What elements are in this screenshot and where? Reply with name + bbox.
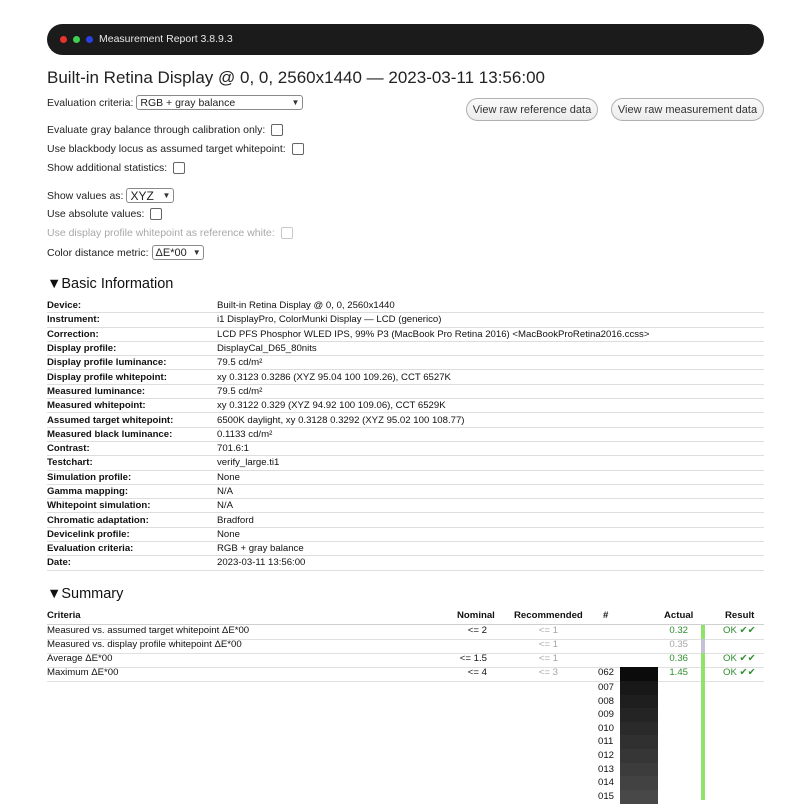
recommended-cell: <= 1 — [538, 653, 558, 664]
info-value: Built-in Retina Display @ 0, 0, 2560x1440 — [217, 299, 764, 313]
info-key: Display profile: — [47, 341, 217, 355]
info-value: i1 DisplayPro, ColorMunki Display — LCD (generico) — [217, 313, 764, 327]
additional-stats-checkbox[interactable] — [173, 162, 185, 174]
info-value: 79.5 cd/m² — [217, 384, 764, 398]
blackbody-row — [47, 143, 304, 155]
criteria-cell: Measured vs. display profile whitepoint ΔE*00 — [47, 639, 242, 650]
info-key: Measured whitepoint: — [47, 399, 217, 413]
info-value: xy 0.3122 0.329 (XYZ 94.92 100 109.06), CCT 6529K — [217, 399, 764, 413]
info-row — [47, 384, 764, 398]
info-key: Device: — [47, 299, 217, 313]
result-cell: OK ✔✔ — [723, 653, 756, 664]
info-key: Evaluation criteria: — [47, 542, 217, 556]
info-value: N/A — [217, 484, 764, 498]
blackbody-checkbox[interactable] — [292, 143, 304, 155]
chevron-down-icon: ▼ — [192, 248, 201, 257]
gray-balance-label: Evaluate gray balance through calibration only: — [47, 124, 266, 136]
info-value: DisplayCal_D65_80nits — [217, 341, 764, 355]
color-distance-select[interactable] — [152, 245, 204, 260]
additional-stats-row — [47, 162, 185, 174]
info-key: Gamma mapping: — [47, 484, 217, 498]
show-values-row — [47, 188, 174, 203]
info-value: 79.5 cd/m² — [217, 356, 764, 370]
info-key: Chromatic adaptation: — [47, 513, 217, 527]
show-values-label: Show values as: — [47, 189, 124, 202]
info-value: 6500K daylight, xy 0.3128 0.3292 (XYZ 95.02 100 108.77) — [217, 413, 764, 427]
info-row — [47, 456, 764, 470]
info-value: RGB + gray balance — [217, 542, 764, 556]
info-key: Display profile whitepoint: — [47, 370, 217, 384]
evaluation-criteria-row — [47, 95, 303, 110]
actual-cell: 0.36 — [669, 653, 688, 664]
color-patch-swatch — [620, 763, 658, 777]
recommended-header: Recommended — [514, 610, 583, 621]
info-key: Instrument: — [47, 313, 217, 327]
patch-number: 009 — [598, 709, 615, 721]
color-distance-label: Color distance metric: — [47, 246, 149, 259]
info-row — [47, 399, 764, 413]
color-distance-row — [47, 245, 204, 260]
info-row — [47, 556, 764, 570]
info-row — [47, 356, 764, 370]
absolute-values-checkbox[interactable] — [150, 208, 162, 220]
actual-cell: 1.45 — [669, 667, 688, 678]
patch-number: 007 — [598, 682, 615, 693]
patch-number: 012 — [598, 750, 615, 761]
info-value: 0.1133 cd/m² — [217, 427, 764, 441]
recommended-cell: <= 1 — [538, 639, 558, 650]
actual-header: Actual — [664, 610, 694, 621]
window-title: Measurement Report 3.8.9.3 — [99, 33, 233, 45]
info-value: Bradford — [217, 513, 764, 527]
nominal-header: Nominal — [457, 610, 495, 621]
profile-whitepoint-row — [47, 227, 293, 239]
absolute-values-label: Use absolute values: — [47, 208, 145, 220]
recommended-cell: <= 3 — [538, 667, 558, 678]
nominal-cell: <= 2 — [467, 625, 487, 636]
info-row — [47, 299, 764, 313]
info-row — [47, 542, 764, 556]
info-value: N/A — [217, 499, 764, 513]
gray-balance-row — [47, 124, 283, 136]
info-value: None — [217, 470, 764, 484]
criteria-header: Criteria — [47, 610, 81, 621]
summary-row — [47, 639, 764, 654]
report-title: Built-in Retina Display @ 0, 0, 2560x1440 — 2023-03-11 13:56:00 — [47, 68, 545, 87]
result-cell: OK ✔✔ — [723, 667, 756, 678]
info-value: None — [217, 527, 764, 541]
blackbody-label: Use blackbody locus as assumed target whitepoint: — [47, 143, 286, 155]
actual-cell: 0.35 — [669, 639, 688, 650]
evaluation-criteria-value: RGB + gray balance — [140, 96, 236, 109]
close-window-icon[interactable] — [60, 36, 67, 43]
nominal-cell: <= 4 — [467, 667, 487, 678]
info-key: Display profile luminance: — [47, 356, 217, 370]
info-value: verify_large.ti1 — [217, 456, 764, 470]
patch-number: 008 — [598, 695, 615, 707]
profile-whitepoint-checkbox[interactable] — [281, 227, 293, 239]
info-key: Correction: — [47, 327, 217, 341]
info-value: 2023-03-11 13:56:00 — [217, 556, 764, 570]
criteria-cell: Measured vs. assumed target whitepoint ΔE*00 — [47, 625, 250, 636]
result-bar-neutral — [701, 639, 705, 653]
profile-whitepoint-label: Use display profile whitepoint as reference white: — [47, 227, 275, 239]
gray-balance-checkbox[interactable] — [271, 124, 283, 136]
patch-number: 013 — [598, 763, 615, 775]
number-header: # — [603, 610, 609, 621]
info-row — [47, 484, 764, 498]
basic-information-table — [47, 299, 764, 571]
absolute-values-row — [47, 208, 162, 220]
patch-number: 014 — [598, 777, 615, 789]
color-patch-swatch — [620, 708, 658, 722]
summary-header-row — [47, 610, 764, 625]
color-patch-swatch — [620, 735, 658, 749]
color-patch-swatch — [620, 749, 658, 763]
color-patch-swatch — [620, 667, 658, 681]
color-distance-value: ΔE*00 — [155, 246, 187, 259]
evaluation-criteria-select[interactable] — [136, 95, 303, 110]
info-row — [47, 370, 764, 384]
info-row — [47, 413, 764, 427]
info-row — [47, 427, 764, 441]
show-values-value: XYZ — [130, 188, 154, 203]
result-header: Result — [725, 610, 755, 621]
summary-row — [47, 625, 764, 640]
show-values-select[interactable] — [126, 188, 174, 203]
color-patch-swatch — [620, 681, 658, 695]
color-patch-swatch — [620, 695, 658, 709]
nominal-cell: <= 1.5 — [459, 653, 487, 664]
patch-number: 011 — [598, 736, 614, 748]
window-titlebar — [47, 24, 764, 55]
chevron-down-icon: ▼ — [291, 98, 300, 107]
info-value: 701.6:1 — [217, 441, 764, 455]
info-key: Measured luminance: — [47, 384, 217, 398]
minimize-window-icon[interactable] — [73, 36, 80, 43]
view-raw-reference-button[interactable]: View raw reference data — [466, 98, 598, 121]
color-patch-swatch — [620, 776, 658, 790]
criteria-cell: Maximum ΔE*00 — [47, 667, 119, 678]
info-key: Assumed target whitepoint: — [47, 413, 217, 427]
info-row — [47, 470, 764, 484]
color-patch-swatch — [620, 722, 658, 736]
info-value: xy 0.3123 0.3286 (XYZ 95.04 100 109.26), CCT 6527K — [217, 370, 764, 384]
patch-number: 015 — [598, 790, 615, 802]
info-key: Whitepoint simulation: — [47, 499, 217, 513]
info-row — [47, 341, 764, 355]
view-raw-measurement-button[interactable]: View raw measurement data — [611, 98, 764, 121]
info-key: Simulation profile: — [47, 470, 217, 484]
additional-stats-label: Show additional statistics: — [47, 162, 168, 174]
summary-row — [47, 653, 764, 668]
color-patch-swatch — [620, 790, 658, 804]
result-cell: OK ✔✔ — [723, 625, 756, 636]
recommended-cell: <= 1 — [538, 625, 558, 636]
info-row — [47, 441, 764, 455]
info-row — [47, 327, 764, 341]
info-row — [47, 527, 764, 541]
evaluation-criteria-label: Evaluation criteria: — [47, 96, 134, 109]
info-row — [47, 499, 764, 513]
info-row — [47, 513, 764, 527]
info-key: Testchart: — [47, 456, 217, 470]
criteria-cell: Average ΔE*00 — [47, 653, 113, 664]
info-row — [47, 313, 764, 327]
chevron-down-icon: ▼ — [162, 191, 171, 200]
basic-information-heading[interactable]: ▼Basic Information — [47, 276, 174, 292]
info-key: Measured black luminance: — [47, 427, 217, 441]
patch-number: 010 — [598, 722, 615, 734]
info-key: Devicelink profile: — [47, 527, 217, 541]
maximize-window-icon[interactable] — [86, 36, 93, 43]
info-value: LCD PFS Phosphor WLED IPS, 99% P3 (MacBook Pro Retina 2016) <MacBookProRetina2016.ccss> — [217, 327, 764, 341]
summary-heading[interactable]: ▼Summary — [47, 586, 124, 602]
actual-cell: 0.32 — [669, 625, 688, 636]
info-key: Date: — [47, 556, 217, 570]
number-cell: 062 — [598, 667, 615, 678]
info-key: Contrast: — [47, 441, 217, 455]
